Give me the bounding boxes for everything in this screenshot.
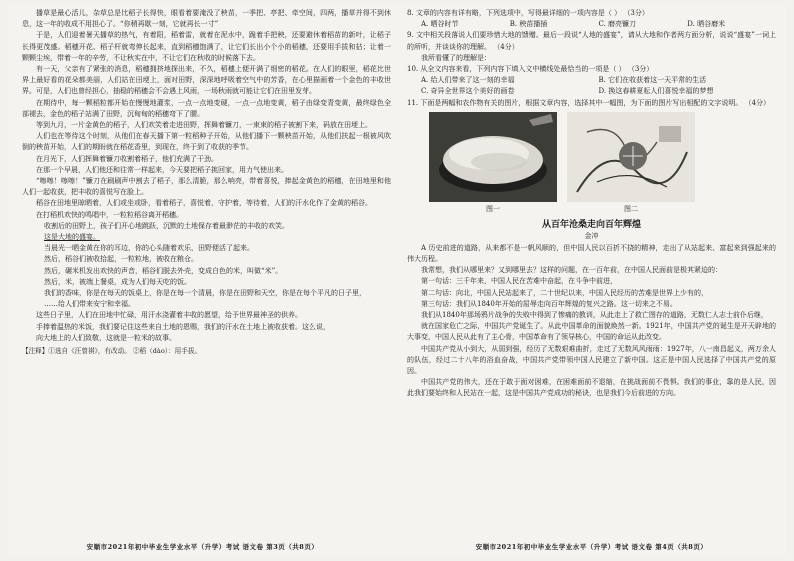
figure-2-caption: 图二 (624, 204, 638, 213)
question-11 (407, 98, 776, 109)
paragraph: 等到九月，一片金黄色的稻子，人们欢笑着走进田野，挥舞着镰刀，一束束的稻子被割下来，码放在田埂上。 (36, 121, 372, 130)
essay-title: 从百年沧桑走向百年辉煌 (541, 219, 641, 230)
poem-line: 当晨光一晒金黄在你的耳边，你的心头随着欢乐，田野便活了起来。 (44, 244, 254, 253)
paragraph: 在期待中，每一颗稻粒都开始在慢慢地灌浆，一点一点地变硬，一点一点地变黄，稻子由绿变青变黄，最终绿色全部褪去，金色的稻子站满了田野，沉甸甸的稻穗弯下了腰。 (22, 98, 391, 118)
question-10-text: 10. 从全文内容来看，下列内容下填入文中横线处最恰当的一项是（ ） (407, 65, 626, 74)
essay-author: 金冲 (584, 231, 599, 240)
exam-page-4 (397, 6, 786, 555)
paragraph: 播草是最心活儿，杂草总是比稻子长得快，眼看着要淹没了秧苗，一季把、亭把、牵空间，四两，播草并得不到休息，这一年的收成不用担心了。“你稍再歇一刻，它就再长一寸” (22, 9, 391, 29)
option-a: A. 给人们带来了这一刻的幸福 (421, 76, 515, 85)
reading-passage (22, 8, 391, 221)
poem-line: 然后，稻谷们被收拾起，一粒粒地，被收在粮仓。 (44, 255, 198, 264)
poem-block (22, 221, 391, 311)
page-footer: 安顺市2021年初中毕业生学业水平（升学）考试 语文卷 第4页（共8页） (475, 543, 708, 551)
option-d: D. 晒谷磨米 (687, 20, 726, 29)
paragraph: 稻谷在田地里晾晒着，人们或坐或卧，看着稻子，喜悦着，守护着，等待着，人们的汗水化作了金黄的稻谷。 (36, 199, 372, 208)
option-d: D. 换这春耕夏耘人们喜悦幸福的梦想 (598, 87, 714, 96)
question-8 (407, 8, 776, 19)
paragraph: 人们也在等待这个时刻，从他们在春天播下第一粒稻种子开始，从他们播下一颗秧苗开始，从他们扶起一根被风吹倒的秧苗开始，人们的期盼就在稻花香里，到现在，终于到了收获的季节。 (22, 132, 391, 152)
question-9 (407, 30, 776, 52)
paragraph: 向大地上的人们致敬，这就是一粒米的故事。 (36, 333, 176, 342)
essay-paragraph: 我们从1840年那场鸦片战争的失败中得到了惨痛的教训，从此走上了救亡图存的道路，无数仁人志士前仆后继， (421, 311, 768, 320)
essay-paragraph: A 历史前进的道路，从来都不是一帆风顺的，但中国人民以百折不挠的精神，走出了从站起来、富起来到强起来的伟大历程。 (407, 243, 776, 264)
figure-1-caption: 图一 (486, 204, 500, 213)
essay-body (407, 243, 776, 400)
question-9-score: （4分） (493, 42, 519, 51)
essay-paragraph: 我常想，我们从哪里来？又到哪里去？这样的问题，在一百年前，在中国人民面前是极其紧迫的： (421, 266, 722, 275)
option-a: A. 晒谷时节 (421, 20, 459, 29)
footnote: 【注释】①选自《汪曾祺》，有改动。 ②稻（dào）：用手拔。 (22, 347, 202, 356)
question-8-text: 8. 文章的内容有详有略，下列选项中，写得最详细的一项内容是（ ） (407, 9, 622, 17)
paragraph: 在那一个早晨，人们他还和往常一样起来，今天要把稻子挑回家，用力气使出来。 (36, 165, 288, 174)
figure-row (429, 112, 776, 214)
poem-line: 收割后的田野上，孩子们开心地跳跃，沉默的土地保存着最渺茫的丰收的欢笑。 (44, 221, 289, 230)
paragraph: 手捧着温热的米饭，我们要记住这些来自土地的恩赐，我们的汗水在土地上被收获着。这么说， (36, 322, 330, 331)
essay-paragraph: 第二句话：向北，中国人民站起来了，二十世纪以来，中国人民经历的苦难是世界上少有的， (421, 288, 708, 297)
question-10-options (407, 75, 776, 97)
harvest-sketch (567, 112, 695, 202)
paragraph: 于是，人们迎着暑天播草的热气，有着阳，稻着雷，就着在泥水中，跪着手把秧，还要避休着稻苗的新叶，让稻子长得更茂盛。稻穗开花、稻子杆就弯伸长起来，直到稻穗饱满了，让它们长出小个小的稻穗，还要用手拔和拈；让着一颗颗尘埃，带着一年的辛劳，不让秋实在中，不让它们在秋收的时候落下去。 (22, 31, 391, 62)
poem-line: ……给人们带来安宁和幸福。 (44, 300, 135, 309)
question-10 (407, 64, 776, 75)
closing-paragraphs (22, 310, 391, 344)
page-footer: 安顺市2021年初中毕业生学业水平（升学）考试 语文卷 第3页（共8页） (86, 543, 319, 551)
essay-paragraph: 中国共产党从小到大，从弱到强，经历了无数艰难曲折，走过了无数风风雨雨：1927年，八一南昌起义，两万余人的队伍，经过二十八年的浴血奋战，中国共产党带领中国人民建立了新中国。这正是中国人民选择了中国共产党的原因。 (407, 344, 776, 376)
essay-paragraph: 中国共产党的伟大，还在于敢于面对困难，在困难面前不退缩，在挑战面前不畏惧。我们的事业，靠的是人民，因此我们要始终和人民站在一起，这是中国共产党成功的秘诀，也是我们今后前进的方向。 (407, 378, 776, 398)
answer-prompt: 我所看懂了的理解是： (421, 53, 491, 62)
question-11-score: （4分） (744, 98, 771, 107)
question-9-text: 9. 文中相关段落说人们要珍惜大地的馈赠。最后一段说“人地的盛宴”，请从大地和作者两方面分析，说说“盛宴”一词上的所听，并谈谈你的理解。 (407, 31, 776, 51)
paragraph: 有一天，父亲有了紧张的消息，稻穗拥挤地探出来，不久，稻穗上便开满了细密的稻花。在人们的眼里，稻花比世界上最好看的花朵都美丽，人们站在田埂上，面对田野，深深地呼吸着空气中的芳香，在心里描画着一个金色的丰收世界。可是，人们也曾经担心，抽稳的稻穗会不会遇上风雨，一场秋雨就可能让它们在田里发芽。 (22, 65, 391, 96)
question-11-text: 11. 下面是两幅和农作物有关的图片，根据文章内容，选择其中一幅图，为下面的图片写出相配的文字说明。 (407, 98, 743, 107)
option-c: C. 奇异全世界这个美好的画卷 (421, 87, 515, 96)
option-c: C. 磨亮镰刀 (598, 20, 637, 29)
question-10-score: （3分） (627, 65, 654, 74)
poem-line: 我们的香味，你是在每天的饭桌上，你是在每一个清晨，你是在田野和天空，你是在每个平凡的日子里， (44, 289, 366, 298)
paragraph: 在打稻机欢快的鸣唱中，一粒粒稻谷离开稻穗。 (36, 210, 183, 219)
figure-2 (567, 112, 695, 214)
poem-line: 然后，碾米机发出欢快的声音，稻谷们脱去外壳，变成白色的米，叫做“米”。 (44, 266, 283, 275)
figure-1 (429, 112, 557, 214)
question-8-score: （3分） (623, 9, 649, 17)
essay-paragraph: 第三句话：我们从1840年开始的屈辱走向百年辉煌的复兴之路。这一切来之不易。 (421, 299, 677, 308)
exam-page-3 (8, 6, 397, 555)
option-b: B. 它们在收获着这一天平常的生活 (598, 76, 707, 85)
paragraph: 这些日子里，人们在田地中忙碌，用汗水浇灌着丰收的愿望，给予世界最神圣的供养。 (36, 311, 302, 320)
option-b: B. 秧苗播插 (509, 20, 548, 29)
poem-line: 然后，米，被端上餐桌，成为人们每天吃的饭。 (44, 277, 191, 286)
paragraph: “嚓嚓！嚓嚓！”镰刀在刷刷声中割去了稻子，那么清脆，那么响亮，带着喜悦，捧起金黄色的稻穗，在田地里和他人们一起收获，把丰收的喜悦写在脸上。 (22, 177, 391, 197)
poem-line: 这是大地的盛宴。 (44, 233, 100, 242)
paragraph: 在月光下，人们挥舞着镰刀收割着稻子，他们充满了干劲。 (36, 154, 218, 163)
essay-paragraph: 就在国家危亡之际，中国共产党诞生了。从此中国革命的面貌焕然一新。1921年，中国共产党的诞生是开天辟地的大事变，中国人民从此有了主心骨，中国革命有了领导核心，中国的命运从此改变。 (407, 322, 776, 342)
rice-bowl-photo (429, 112, 557, 202)
essay-paragraph: 第一句话：三千年来，中国人民在苦难中奋起，在斗争中前进， (421, 277, 617, 286)
question-8-options (407, 19, 776, 30)
